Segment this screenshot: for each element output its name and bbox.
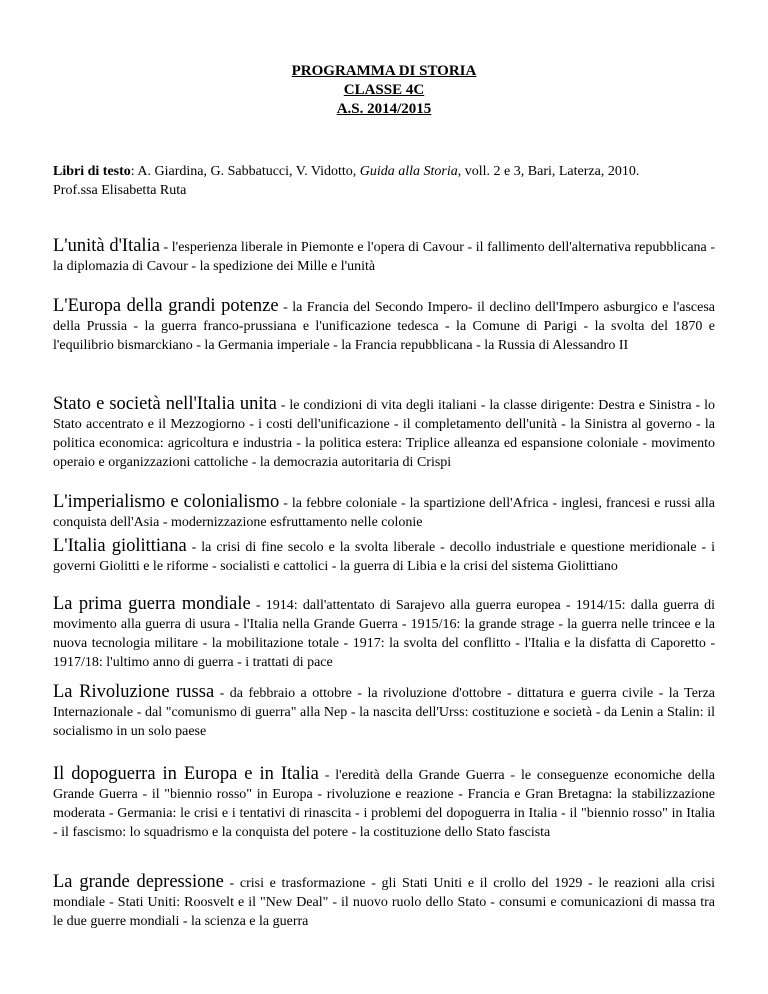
section-unita-italia [53,237,715,276]
textbooks-authors: : A. Giardina, G. Sabbatucci, V. Vidotto, [130,164,360,179]
section-text: - la crisi di fine secolo e la svolta liberale - decollo industriale e questione meridionale - i governi Giolitti e le riforme - socialisti e cattolici - la guerra di Libia e la crisi del sistema Giolittiano [53,540,715,574]
textbook-title: Guida alla Storia [359,164,458,179]
textbooks-edition: , voll. 2 e 3, Bari, Laterza, 2010. [457,164,640,179]
section-text: - crisi e trasformazione - gli Stati Uniti e il crollo del 1929 - le reazioni alla crisi mondiale - Stati Uniti: Roosvelt e il "New Deal" - il nuovo ruolo dello Stato - consumi e comunicazioni di massa tra le due guerre mondiali - la scienza e la guerra [53,876,715,929]
section-title: L'unità d'Italia [53,236,160,256]
program-title: PROGRAMMA DI STORIA [291,63,477,79]
professor-line: Prof.ssa Elisabetta Ruta [53,183,187,198]
section-imperialismo [53,493,715,532]
section-europa-grandi-potenze [53,297,715,355]
section-italia-giolittiana [53,537,715,576]
section-title: La Rivoluzione russa [53,682,215,702]
section-grande-depressione [53,873,715,931]
section-text: - la febbre coloniale - la spartizione dell'Africa - inglesi, francesi e russi alla conquista dell'Asia - modernizzazione esfruttamento nelle colonie [53,496,715,530]
section-title: Stato e società nell'Italia unita [53,394,277,414]
class-title: CLASSE 4C [343,82,425,98]
section-text: - 1914: dall'attentato di Sarajevo alla guerra europea - 1914/15: dalla guerra di movimento alla guerra di usura - l'Italia nella Grande Guerra - 1915/16: la grande strage - la guerra nelle trincee e la nuova tecnologia militare - la mobilitazione totale - 1917: la svolta del conflitto - l'Italia e la disfatta di Caporetto - 1917/18: l'ultimo anno di guerra - i trattati di pace [53,598,715,670]
section-title: L'Europa della grandi potenze [53,296,279,316]
section-prima-guerra-mondiale [53,595,715,672]
section-title: L'Italia giolittiana [53,536,187,556]
section-text: - le condizioni di vita degli italiani - la classe dirigente: Destra e Sinistra - lo Stato accentrato e il Mezzogiorno - i costi dell'unificazione - il completamento dell'unità - la Sinistra al governo - la politica economica: agricoltura e industria - la politica estera: Triplice alleanza ed espansione coloniale - movimento operaio e organizzazioni cattoliche - la democrazia autoritaria di Crispi [53,398,715,470]
section-stato-societa [53,395,715,472]
textbooks-line [53,162,733,181]
section-title: L'imperialismo e colonialismo [53,492,280,512]
section-text: - da febbraio a ottobre - la rivoluzione d'ottobre - dittatura e guerra civile - la Terza Internazionale - dal "comunismo di guerra" alla Nep - la nascita dell'Urss: costituzione e società - da Lenin a Stalin: il socialismo in un solo paese [53,686,715,739]
section-title: Il dopoguerra in Europa e in Italia [53,764,319,784]
section-text: - l'esperienza liberale in Piemonte e l'opera di Cavour - il fallimento dell'alternativa repubblicana - la diplomazia di Cavour - la spedizione dei Mille e l'unità [53,240,715,274]
section-text: - l'eredità della Grande Guerra - le conseguenze economiche della Grande Guerra - il "biennio rosso" in Europa - rivoluzione e reazione - Francia e Gran Bretagna: la stabilizzazione moderata - Germania: le crisi e i tentativi di rinascita - i problemi del dopoguerra in Italia - il "biennio rosso" in Italia - il fascismo: lo squadrismo e la conquista del potere - la costituzione dello Stato fascista [53,768,715,840]
school-year-title: A.S. 2014/2015 [336,101,432,117]
section-dopoguerra [53,765,715,842]
section-title: La prima guerra mondiale [53,594,251,614]
section-title: La grande depressione [53,872,224,892]
section-text: - la Francia del Secondo Impero- il declino dell'Impero asburgico e l'ascesa della Prussia - la guerra franco-prussiana e l'unificazione tedesca - la Comune di Parigi - la svolta del 1870 e l'equilibrio bismarckiano - la Germania imperiale - la Francia repubblicana - la Russia di Alessandro II [53,300,715,353]
section-rivoluzione-russa [53,683,715,741]
textbooks-label: Libri di testo [53,164,131,179]
